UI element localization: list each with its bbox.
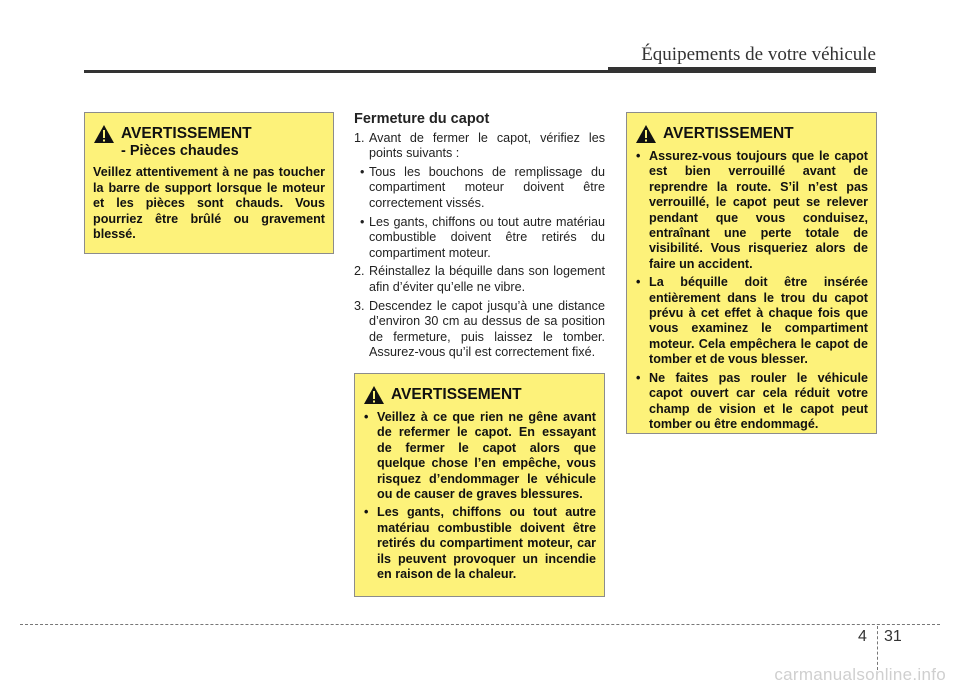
page-number: 31 bbox=[884, 628, 902, 645]
warning-box-latch bbox=[626, 112, 877, 434]
warning-list bbox=[363, 410, 596, 582]
footer-divider bbox=[877, 626, 878, 670]
warning-item: • Ne faites pas rouler le véhicule capot ouvert car cela réduit votre champ de vision et le capot peut tomber ou être endommagé. bbox=[635, 371, 868, 433]
warning-list bbox=[635, 149, 868, 432]
warning-header bbox=[93, 124, 325, 144]
warning-title: AVERTISSEMENT bbox=[391, 386, 522, 403]
footer-rule bbox=[20, 624, 940, 625]
section-title: Fermeture du capot bbox=[354, 111, 490, 127]
step-2 bbox=[354, 264, 605, 295]
warning-triangle-icon bbox=[93, 124, 115, 144]
step-3 bbox=[354, 299, 605, 361]
warning-item: • La béquille doit être insérée entièrement dans le trou du capot prévu à cet effet à chaque fois que vous examinez le compartiment moteur. Cela empêchera le capot de tomber et de vous blesser. bbox=[635, 275, 868, 367]
warning-triangle-icon bbox=[635, 124, 657, 144]
warning-item: • Les gants, chiffons ou tout autre matériau combustible doivent être retirés du compartiment moteur, car ils peuvent provoquer un incendie en raison de la chaleur. bbox=[363, 505, 596, 582]
check-item-text: • Tous les bouchons de remplissage du compartiment moteur doivent être correctement vissés. bbox=[369, 164, 605, 210]
step-text: Descendez le capot jusqu’à une distance d’environ 30 cm au dessus de sa position de fermeture, puis laissez le tomber. Assurez-vous qu’il est correctement fixé. bbox=[369, 298, 605, 360]
step-number: 2. bbox=[354, 264, 365, 279]
check-item bbox=[354, 165, 605, 212]
watermark: carmanualsonline.info bbox=[774, 665, 946, 684]
warning-header bbox=[363, 385, 596, 405]
warning-item: • Assurez-vous toujours que le capot est bien verrouillé avant de reprendre la route. S’il n’est pas verrouillé, le capot peut se relever pendant que vous conduisez, entraînant une perte totale de visibilité. Vous risqueriez alors de faire un accident. bbox=[635, 149, 868, 272]
step-text: Réinstallez la béquille dans son logement afin d’éviter qu’elle ne vibre. bbox=[369, 264, 605, 294]
warning-body: Veillez attentivement à ne pas toucher la barre de support lorsque le moteur et les pièces sont chauds. Vous pourriez être brûlé ou gravement blessé. bbox=[93, 165, 325, 242]
header-rule bbox=[84, 70, 876, 73]
warning-triangle-icon bbox=[363, 385, 385, 405]
page-header-title: Équipements de votre véhicule bbox=[641, 44, 876, 65]
warning-title: AVERTISSEMENT bbox=[663, 125, 794, 142]
check-item bbox=[354, 215, 605, 262]
warning-header bbox=[635, 124, 868, 144]
warning-subtitle: - Pièces chaudes bbox=[121, 143, 239, 159]
check-item-text: • Les gants, chiffons ou tout autre matériau combustible doivent être retirés du compartiment moteur. bbox=[369, 214, 605, 260]
chapter-number: 4 bbox=[858, 628, 867, 645]
warning-box-hot-parts bbox=[84, 112, 334, 254]
step-1 bbox=[354, 131, 605, 162]
step-number: 3. bbox=[354, 298, 365, 313]
warning-title: AVERTISSEMENT bbox=[121, 125, 252, 142]
hood-closing-section bbox=[354, 112, 605, 364]
warning-item: • Veillez à ce que rien ne gêne avant de refermer le capot. En essayant de fermer le capot alors que quelque chose l’en empêche, vous risquez d’endommager le véhicule ou de causer de graves blessures. bbox=[363, 410, 596, 502]
step-text: Avant de fermer le capot, vérifiez les points suivants : bbox=[369, 130, 605, 161]
step-number: 1. bbox=[354, 130, 365, 145]
warning-box-obstruction bbox=[354, 373, 605, 597]
